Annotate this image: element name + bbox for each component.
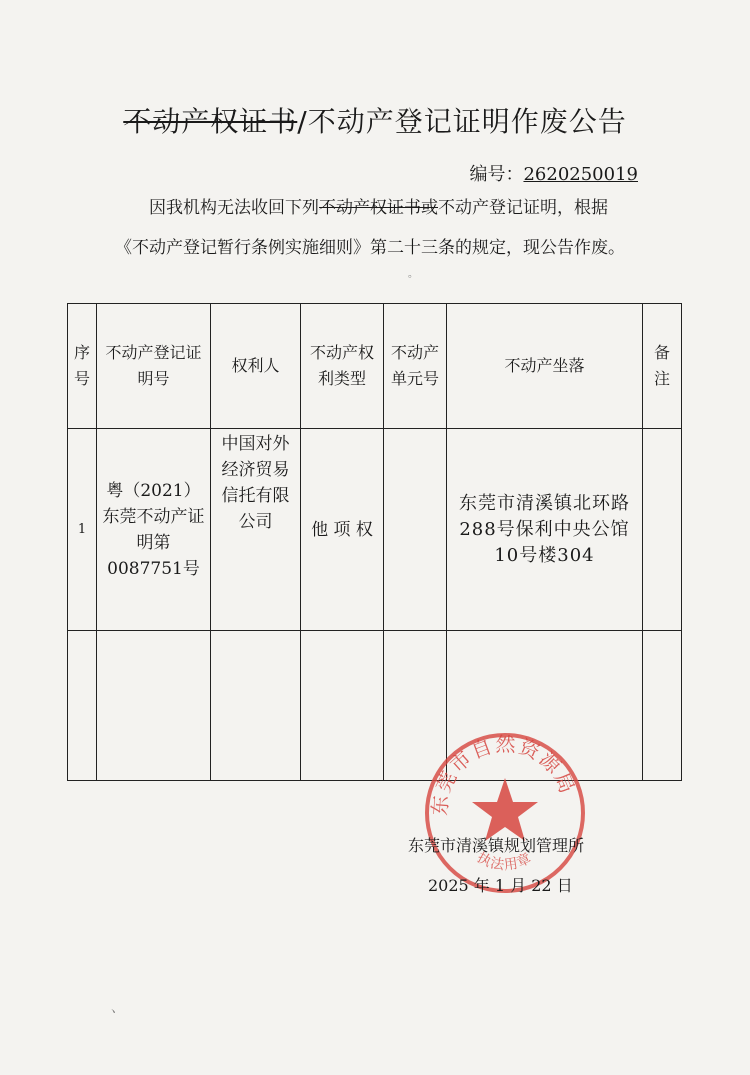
- stray-mark: 。: [408, 269, 418, 280]
- cell-seq: 1: [68, 429, 97, 631]
- table-header-row: [68, 304, 682, 429]
- empty-cell: [97, 631, 211, 781]
- empty-cell: [211, 631, 301, 781]
- seal-text-top: 东莞市自然资源局: [427, 732, 581, 817]
- issuing-organization: 东莞市清溪镇规划管理所: [408, 836, 585, 855]
- header-cert-number: 不动产登记证明号: [97, 304, 211, 429]
- header-location: 不动产坐落: [447, 304, 643, 429]
- header-owner: 权利人: [211, 304, 301, 429]
- seal-text-bottom: 执法用章: [474, 849, 535, 874]
- serial-value: 2620250019: [523, 164, 638, 185]
- empty-cell: [301, 631, 384, 781]
- header-remark: 备注: [643, 304, 682, 429]
- cell-right-type: 他 项 权: [301, 429, 384, 631]
- notice-struck-text: 不动产权证书或: [319, 198, 438, 218]
- table-row: [68, 429, 682, 631]
- notice-line-2: 《不动产登记暂行条例实施细则》第二十三条的规定，现公告作废。: [115, 238, 625, 258]
- header-unit-number: 不动产单元号: [384, 304, 447, 429]
- cell-location: 东莞市清溪镇北环路288号保利中央公馆10号楼304: [447, 429, 643, 631]
- empty-cell: [643, 631, 682, 781]
- page-title: [0, 100, 750, 140]
- empty-cell: [68, 631, 97, 781]
- serial-label: 编号：: [469, 164, 524, 185]
- cell-cert-number: 粤（2021）东莞不动产证明第0087751号: [97, 429, 211, 631]
- cell-owner: 中国对外经济贸易信托有限公司: [211, 429, 301, 631]
- cell-remark: [643, 429, 682, 631]
- title-struck-part: 不动产权证书: [123, 105, 298, 138]
- issue-date: 2025 年 1 月 22 日: [428, 876, 573, 895]
- header-seq: 序号: [68, 304, 97, 429]
- void-certificate-table: [67, 303, 682, 781]
- title-slash: /: [297, 105, 308, 138]
- notice-text-part2: 不动产登记证明，根据: [438, 198, 608, 218]
- cell-unit-number: [384, 429, 447, 631]
- title-main-part: 不动产登记证明作废公告: [307, 105, 627, 138]
- serial-number: [469, 160, 638, 186]
- header-right-type: 不动产权利类型: [301, 304, 384, 429]
- corner-mark: ヽ: [108, 1007, 118, 1018]
- notice-text-part1: 因我机构无法收回下列: [149, 198, 319, 218]
- notice-line-1: [115, 190, 655, 227]
